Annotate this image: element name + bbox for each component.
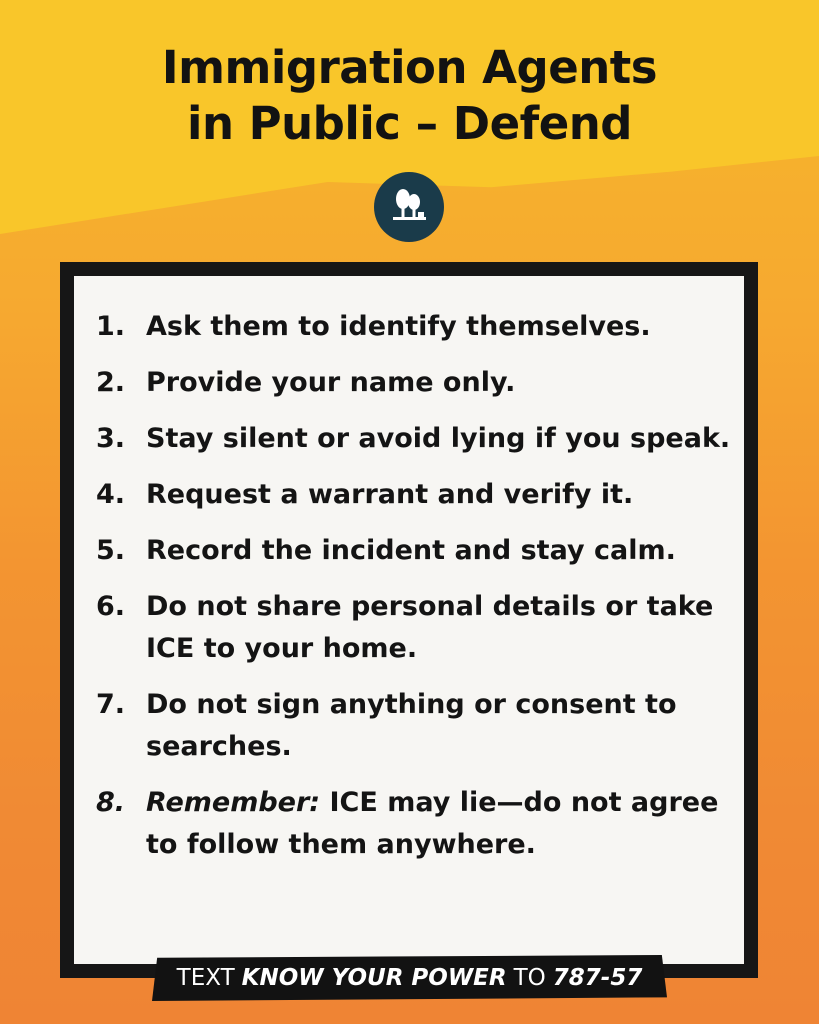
list-item-text: Request a warrant and verify it. xyxy=(146,479,634,510)
list-item-number: 3. xyxy=(96,423,126,454)
list-item xyxy=(96,306,736,348)
list-item-number: 5. xyxy=(96,535,126,566)
title-line-1: Immigration Agents xyxy=(161,41,658,94)
list-item-text: Stay silent or avoid lying if you speak. xyxy=(146,423,731,454)
list-item-remember xyxy=(96,782,736,866)
rights-list xyxy=(96,306,736,880)
list-item-text: Record the incident and stay calm. xyxy=(146,535,676,566)
cta-number: 787-57 xyxy=(552,965,643,991)
list-item xyxy=(96,418,736,460)
list-item-text: Provide your name only. xyxy=(146,367,516,398)
list-item-number: 1. xyxy=(96,311,126,342)
list-item-number: 6. xyxy=(96,591,126,622)
list-item-text: Do not share personal details or take ICE to your home. xyxy=(146,591,714,664)
list-item-number: 4. xyxy=(96,479,126,510)
list-item xyxy=(96,530,736,572)
list-item-number: 7. xyxy=(96,689,126,720)
remember-label: Remember: xyxy=(146,787,321,818)
remember-text: ICE may lie—do not agree to follow them anywhere. xyxy=(146,787,719,860)
list-item xyxy=(96,362,736,404)
list-item-text: Ask them to identify themselves. xyxy=(146,311,651,342)
list-item-number: 8. xyxy=(96,787,126,818)
cta-banner-text xyxy=(152,955,667,1001)
title-line-2: in Public – Defend xyxy=(187,97,632,150)
cta-keyword: KNOW YOUR POWER xyxy=(241,965,507,991)
list-item xyxy=(96,586,736,670)
list-item xyxy=(96,684,736,768)
cta-middle: TO xyxy=(513,965,546,991)
list-item-text xyxy=(146,782,736,866)
trees-icon xyxy=(374,172,444,242)
list-item xyxy=(96,474,736,516)
page-title xyxy=(0,40,819,152)
list-item-text: Do not sign anything or consent to searches. xyxy=(146,689,677,762)
list-item-number: 2. xyxy=(96,367,126,398)
cta-prefix: TEXT xyxy=(176,965,235,991)
